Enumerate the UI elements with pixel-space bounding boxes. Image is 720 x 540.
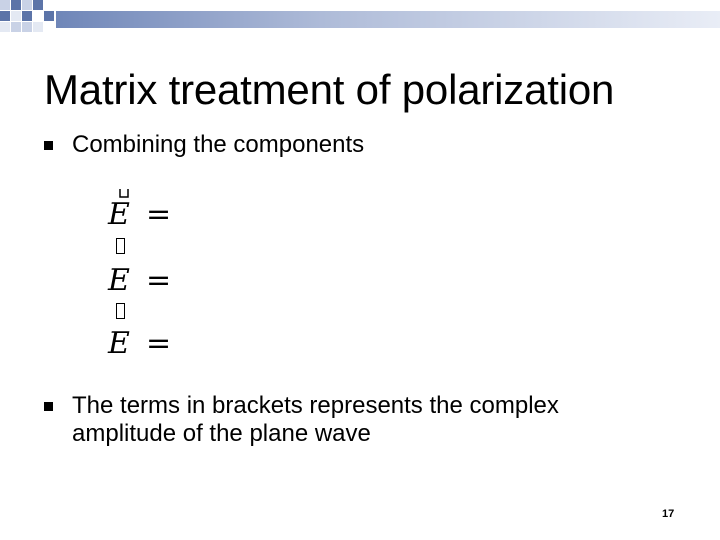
equation-operator: = — [146, 326, 172, 361]
decorative-square — [11, 11, 21, 21]
equation-symbol: E — [108, 263, 130, 298]
bullet-item — [44, 392, 662, 448]
equation — [108, 188, 178, 361]
decorative-square — [33, 22, 43, 32]
decorative-square — [22, 11, 32, 21]
title-decoration — [0, 0, 720, 40]
page-number: 17 — [662, 508, 675, 520]
decorative-square — [22, 22, 32, 32]
square-bullet-icon — [44, 141, 53, 150]
decorative-square — [44, 11, 54, 21]
equation-line — [108, 326, 172, 361]
missing-glyph-box — [116, 303, 125, 319]
bullet-text: The terms in brackets represents the complex amplitude of the plane wave — [72, 392, 559, 447]
bullet-text: Combining the components — [72, 131, 365, 158]
square-bullet-icon — [44, 402, 53, 411]
decorative-square — [0, 22, 10, 32]
decorative-band — [56, 11, 720, 28]
equation-line — [108, 197, 172, 232]
equation-operator: = — [146, 263, 172, 298]
decorative-square — [11, 0, 21, 10]
equation-line — [108, 263, 172, 298]
decorative-square — [33, 0, 43, 10]
bullet-item — [44, 131, 662, 159]
equation-symbol: E — [108, 197, 130, 232]
equation-symbol: E — [108, 326, 130, 361]
decorative-square — [11, 22, 21, 32]
slide-title: Matrix treatment of polarization — [44, 66, 615, 113]
missing-glyph-box — [116, 238, 125, 254]
decorative-square — [22, 0, 32, 10]
decorative-square — [0, 0, 10, 10]
equation-operator: = — [146, 197, 172, 232]
decorative-square — [0, 11, 10, 21]
